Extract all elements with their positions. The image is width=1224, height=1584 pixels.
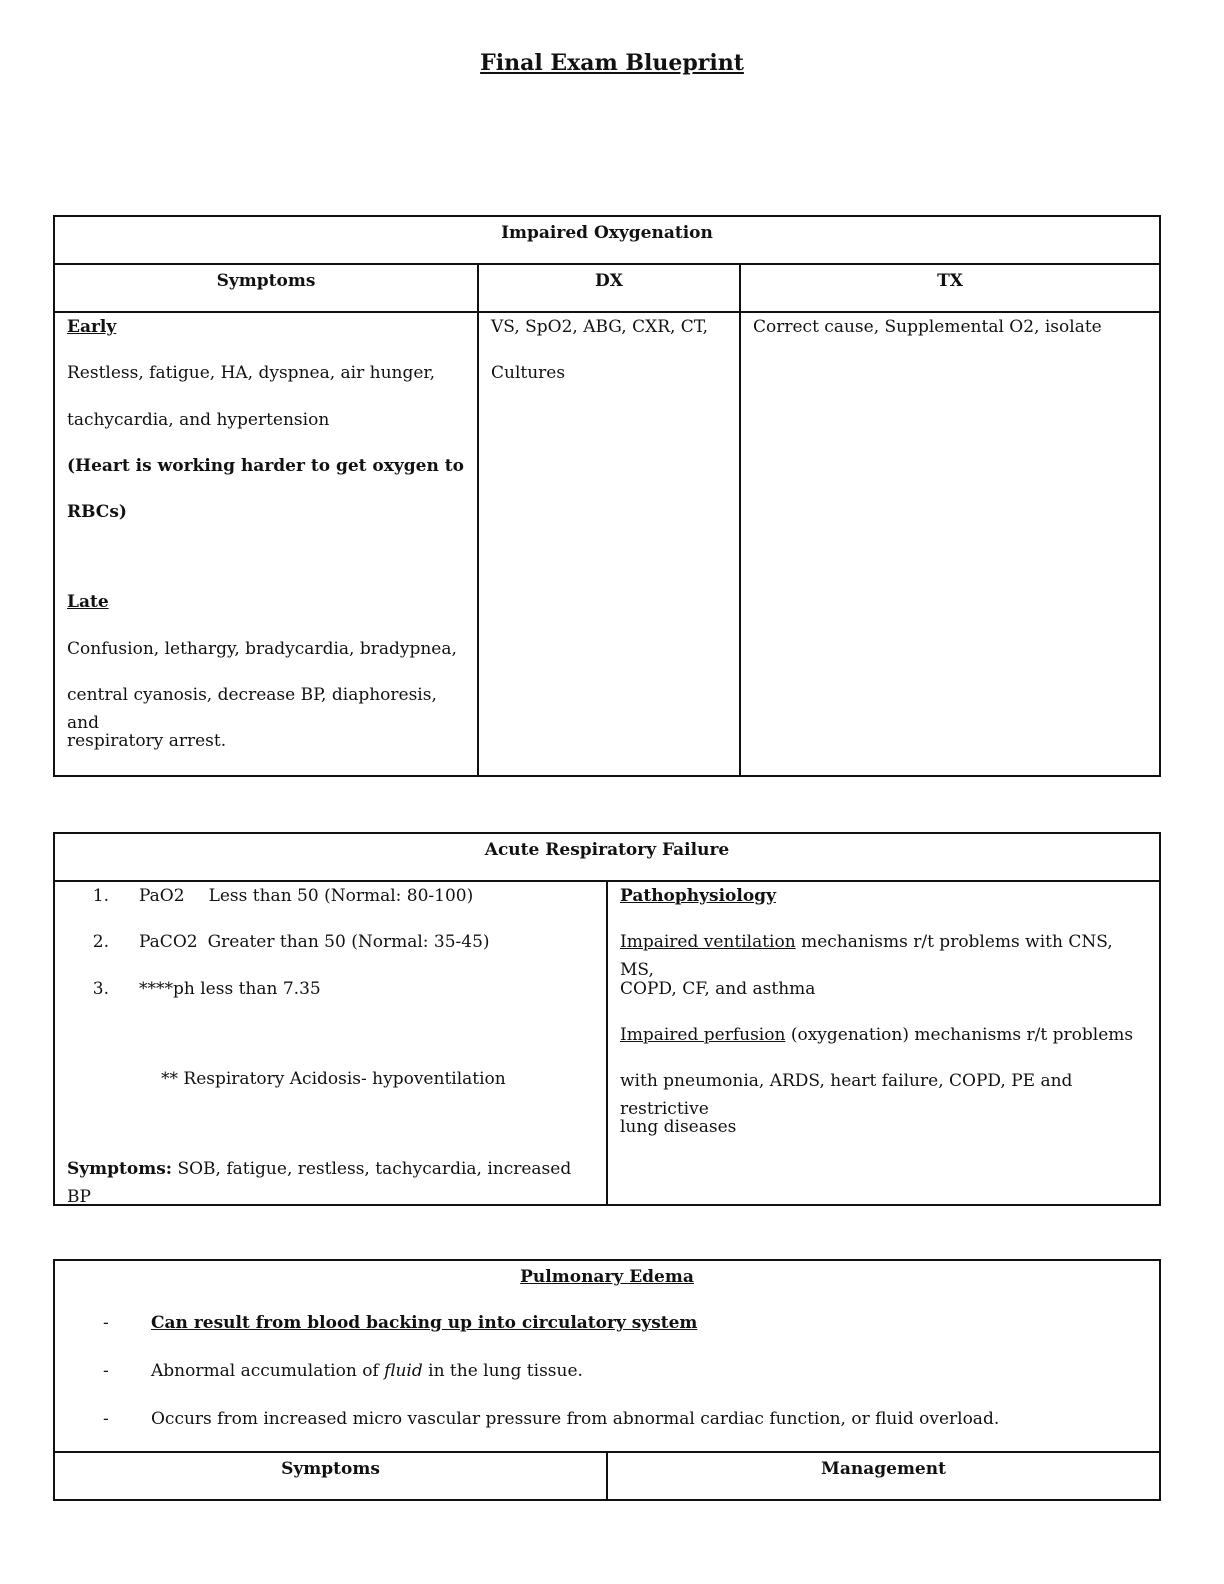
bullet-dash: - (103, 1409, 109, 1429)
late-label: Late (67, 592, 109, 613)
tx-cell (740, 312, 1160, 776)
perfusion-text: (oxygenation) mechanisms r/t problems (790, 1024, 1134, 1045)
acidosis-note: ** Respiratory Acidosis- hypoventilation (161, 1068, 506, 1089)
dx-line: Cultures (491, 363, 566, 384)
symptoms-text: SOB, fatigue, restless, tachycardia, increased BP (67, 1159, 572, 1208)
early-label: Early (67, 317, 117, 337)
bullet-dash: - (103, 1313, 109, 1333)
item-label: ****ph less than 7.35 (139, 978, 321, 999)
pathophysiology-label: Pathophysiology (620, 886, 776, 906)
late-line: central cyanosis, decrease BP, diaphoresis, and (67, 685, 437, 734)
bullet-item (67, 1405, 1147, 1451)
late-line: Confusion, lethargy, bradycardia, bradypnea, (67, 638, 457, 659)
criteria-item (67, 975, 594, 1021)
early-line: tachycardia, and hypertension (67, 409, 330, 430)
item-value: Less than 50 (Normal: 80-100) (208, 886, 474, 906)
tx-text: Correct cause, Supplemental O2, isolate (753, 317, 1102, 337)
col-management-header: Management (607, 1452, 1160, 1500)
criteria-item (67, 882, 594, 928)
late-line: respiratory arrest. (67, 731, 227, 752)
ventilation-text: mechanisms r/t problems with CNS, MS, (620, 932, 1113, 981)
criteria-item (67, 928, 594, 974)
bullet-text: Occurs from increased micro vascular pressure from abnormal cardiac function, or fluid overload. (151, 1409, 1000, 1429)
item-label: PaCO2 (139, 932, 198, 953)
item-number: 2. (92, 932, 109, 953)
impaired-perfusion-label: Impaired perfusion (620, 1024, 786, 1045)
early-note-line: (Heart is working harder to get oxygen to (67, 455, 464, 476)
item-label: PaO2 (139, 886, 185, 906)
bullet-text: in the lung tissue. (428, 1361, 583, 1381)
bullet-text: Can result from blood backing up into circulatory system (151, 1313, 698, 1333)
early-line: Restless, fatigue, HA, dyspnea, air hunger, (67, 363, 436, 384)
impaired-oxygenation-table (53, 215, 1161, 777)
symptoms-label: Symptoms: (67, 1159, 173, 1180)
bullet-item (67, 1357, 1147, 1405)
symptoms-line (67, 1155, 594, 1208)
acute-respiratory-failure-table (53, 832, 1161, 1206)
impaired-ventilation-label: Impaired ventilation (620, 932, 796, 953)
page-title: Final Exam Blueprint (480, 50, 744, 76)
item-value: Greater than 50 (Normal: 35-45) (207, 932, 490, 953)
pulmonary-edema-table (53, 1259, 1161, 1501)
bullet-text: Abnormal accumulation of (151, 1361, 379, 1381)
criteria-cell (54, 881, 607, 1208)
acute-respiratory-failure-heading: Acute Respiratory Failure (54, 833, 1160, 881)
impaired-oxygenation-heading: Impaired Oxygenation (54, 216, 1160, 264)
pulmonary-edema-overview (54, 1260, 1160, 1452)
bullet-emphasis: fluid (384, 1361, 423, 1381)
pathophysiology-cell (607, 881, 1160, 1205)
perfusion-text: lung diseases (620, 1117, 737, 1138)
item-number: 1. (92, 886, 109, 906)
symptoms-cell (54, 312, 478, 776)
col-symptoms-header: Symptoms (54, 264, 478, 312)
col-symptoms-header: Symptoms (54, 1452, 607, 1500)
item-number: 3. (92, 978, 109, 999)
col-dx-header: DX (478, 264, 740, 312)
ventilation-text: COPD, CF, and asthma (620, 978, 816, 999)
pulmonary-edema-heading: Pulmonary Edema (520, 1267, 694, 1287)
bullet-dash: - (103, 1361, 109, 1381)
dx-cell (478, 312, 740, 776)
perfusion-text: with pneumonia, ARDS, heart failure, COPD, PE and restrictive (620, 1071, 1073, 1120)
col-tx-header: TX (740, 264, 1160, 312)
bullet-item (67, 1309, 1147, 1357)
dx-line: VS, SpO2, ABG, CXR, CT, (491, 317, 709, 337)
early-note-line: RBCs) (67, 502, 127, 523)
